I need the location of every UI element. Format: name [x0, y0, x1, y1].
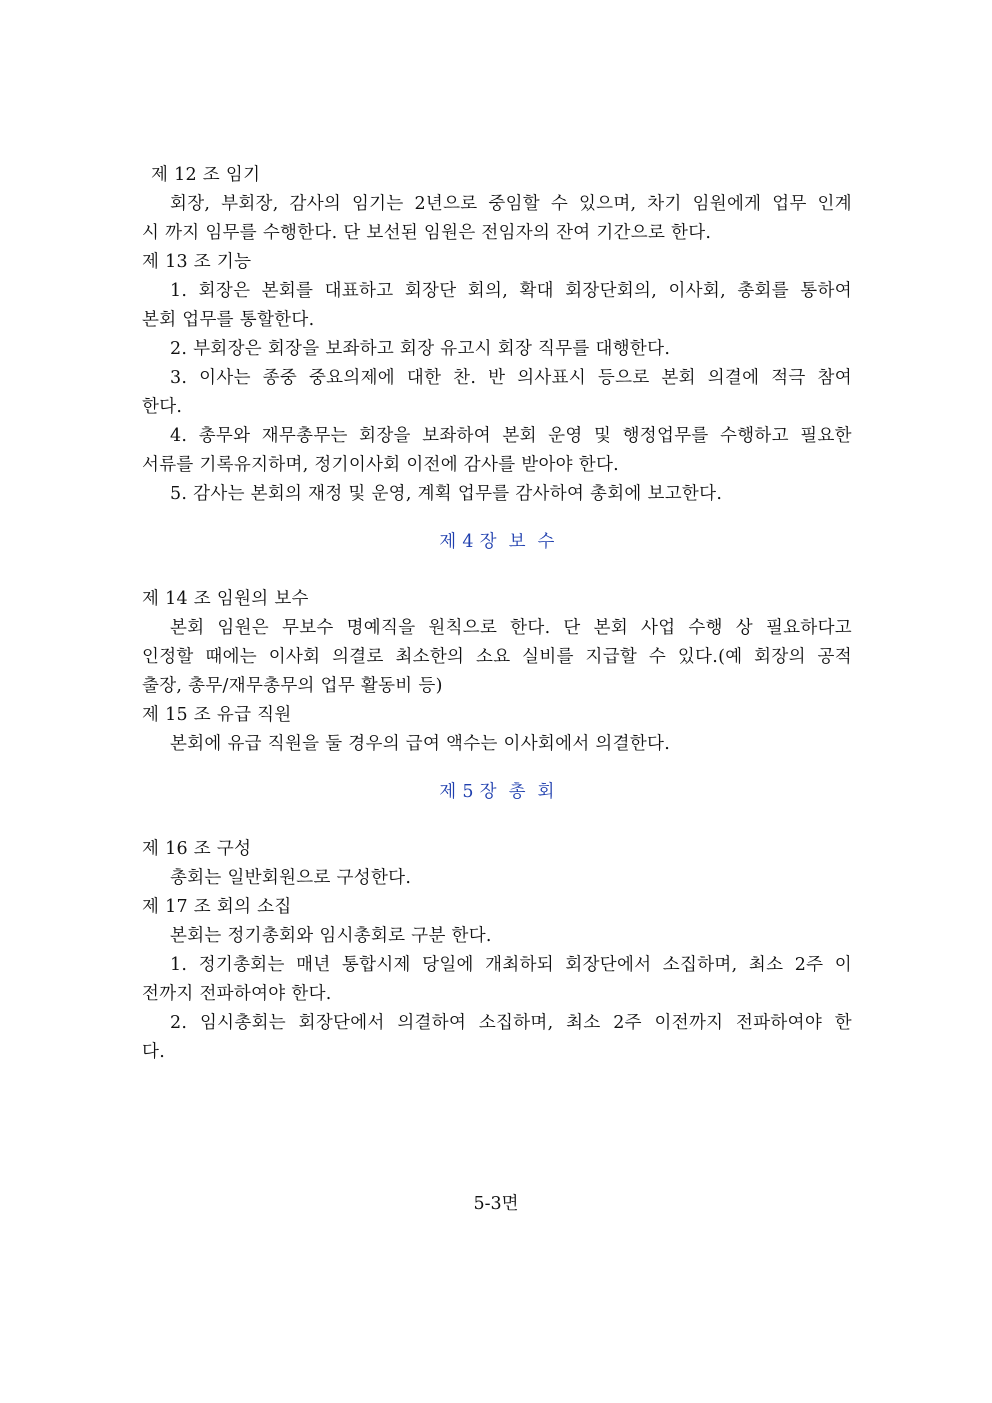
article-13-item-1	[142, 277, 852, 306]
article-17-item-2	[142, 1009, 852, 1038]
word: 반	[488, 368, 506, 388]
word: 총무와	[198, 426, 251, 446]
word: 2주	[613, 1013, 642, 1033]
article-12-paragraph-line	[142, 190, 852, 219]
word: 개최하되	[485, 955, 554, 975]
word: 소요	[476, 647, 511, 667]
word: 회장,	[170, 194, 211, 214]
word: 참여	[817, 368, 852, 388]
article-13-item-5: 5. 감사는 본회의 재정 및 운영, 계획 업무를 감사하여 총회에 보고한다.	[170, 484, 723, 504]
word: 정기총회는	[198, 955, 285, 975]
word: 이사회	[268, 647, 321, 667]
word: 최소한의	[395, 647, 465, 667]
word: 본회	[170, 618, 205, 638]
word: 통하여	[800, 281, 852, 301]
word: 찬.	[453, 368, 477, 388]
word: 지급할	[585, 647, 638, 667]
word: 수행	[688, 618, 723, 638]
word: 2주	[794, 955, 824, 975]
word: 본회를	[261, 281, 314, 301]
spacer	[142, 557, 852, 585]
article-14-heading: 제 14 조 임원의 보수	[142, 589, 309, 609]
spacer	[142, 759, 852, 778]
article-17-heading: 제 17 조 회의 소집	[142, 897, 292, 917]
word: 감사의	[289, 194, 342, 214]
word: 이사회,	[668, 281, 726, 301]
word: 상	[735, 618, 753, 638]
article-13-heading: 제 13 조 기능	[142, 252, 252, 272]
article-12-paragraph-line: 시 까지 임무를 수행한다. 단 보선된 임원은 전임자의 잔여 기간으로 한다.	[142, 223, 712, 243]
word: 회장단회의,	[565, 281, 658, 301]
article-16-heading: 제 16 조 구성	[142, 839, 252, 859]
word: 및	[593, 426, 612, 446]
article-17-item-1	[142, 951, 852, 980]
word: 1.	[170, 281, 188, 301]
word: 중요의제에	[308, 368, 395, 388]
word: 회장단	[404, 281, 457, 301]
page-number: 5-3면	[473, 1194, 519, 1214]
word: 한다.	[510, 618, 551, 638]
word: 이사는	[199, 368, 251, 388]
spacer	[142, 807, 852, 835]
word: 무보수	[281, 618, 334, 638]
spacer	[142, 509, 852, 528]
article-17-paragraph-line: 본회는 정기총회와 임시총회로 구분 한다.	[170, 926, 492, 946]
word: 등으로	[597, 368, 650, 388]
word: 단	[563, 618, 581, 638]
word: 임원은	[217, 618, 270, 638]
word: 재무총무는	[261, 426, 348, 446]
article-15-heading: 제 15 조 유급 직원	[142, 705, 292, 725]
word: 회의,	[467, 281, 509, 301]
word: 수	[648, 647, 667, 667]
word: 회장을	[359, 426, 411, 446]
word: 원칙으로	[428, 618, 498, 638]
word: 실비를	[522, 647, 574, 667]
article-13-item-2: 2. 부회장은 회장을 보좌하고 회장 유고시 회장 직무를 대행한다.	[170, 339, 671, 359]
word: 보좌하여	[422, 426, 491, 446]
word: 회장단에서	[298, 1013, 385, 1033]
word: 회장의	[754, 647, 806, 667]
word: 적극	[771, 368, 806, 388]
article-12-heading: 제 12 조 임기	[151, 165, 261, 185]
document-body	[142, 161, 852, 1067]
word: 이	[834, 955, 852, 975]
word: 의사표시	[517, 368, 587, 388]
word: 최소	[748, 955, 784, 975]
word: 이전까지	[654, 1013, 724, 1033]
word: 중임할	[488, 194, 540, 214]
word: 의결에	[707, 368, 760, 388]
article-13-item-1-continued: 본회 업무를 통할한다.	[142, 310, 315, 330]
word: 차기	[647, 194, 682, 214]
word: 한	[834, 1013, 852, 1033]
article-17-item-2-continued: 다.	[142, 1042, 166, 1062]
word: 인계	[817, 194, 852, 214]
word: 의결하여	[397, 1013, 467, 1033]
word: 임기는	[351, 194, 404, 214]
word: 부회장,	[221, 194, 279, 214]
word: 소집하며,	[662, 955, 738, 975]
word: 최소	[566, 1013, 601, 1033]
word: 본회	[661, 368, 696, 388]
word: 종중	[262, 368, 298, 388]
word: 사업	[641, 618, 676, 638]
word: 4.	[170, 426, 188, 446]
word: 매년	[296, 955, 331, 975]
word: 필요한	[800, 426, 852, 446]
word: 명예직을	[346, 618, 416, 638]
word: 소집하며,	[478, 1013, 554, 1033]
word: 2년으로	[414, 194, 478, 214]
article-17-item-1-continued: 전까지 전파하여야 한다.	[142, 984, 332, 1004]
article-13-item-3-continued: 한다.	[142, 397, 183, 417]
word: 있으며,	[578, 194, 637, 214]
article-13-item-3	[142, 364, 852, 393]
word: 있다.(예	[677, 647, 743, 667]
word: 운영	[548, 426, 583, 446]
article-14-paragraph-line	[142, 643, 852, 672]
word: 대표하고	[324, 281, 394, 301]
word: 3.	[170, 368, 188, 388]
article-14-paragraph-line: 출장, 총무/재무총무의 업무 활동비 등)	[142, 676, 443, 696]
word: 대한	[406, 368, 442, 388]
article-13-item-4	[142, 422, 852, 451]
word: 확대	[519, 281, 554, 301]
word: 임원에게	[692, 194, 762, 214]
word: 의결로	[332, 647, 384, 667]
chapter-4-title: 제 4 장 보 수	[439, 532, 555, 552]
word: 본회	[502, 426, 537, 446]
article-15-paragraph-line: 본회에 유급 직원을 둘 경우의 급여 액수는 이사회에서 의결한다.	[170, 734, 671, 754]
word: 2.	[170, 1013, 188, 1033]
article-14-paragraph-line	[142, 614, 852, 643]
word: 필요하다고	[765, 618, 852, 638]
word: 때에는	[205, 647, 257, 667]
article-13-item-4-continued: 서류를 기록유지하며, 정기이사회 이전에 감사를 받아야 한다.	[142, 455, 620, 475]
chapter-5-title: 제 5 장 총 회	[439, 782, 555, 802]
word: 전파하여야	[736, 1013, 823, 1033]
word: 공적	[817, 647, 852, 667]
word: 수행하고	[720, 426, 789, 446]
word: 임시총회는	[199, 1013, 286, 1033]
word: 인정할	[142, 647, 194, 667]
word: 수	[550, 194, 569, 214]
word: 업무	[772, 194, 807, 214]
word: 회장단에서	[565, 955, 652, 975]
word: 회장은	[198, 281, 251, 301]
word: 총회를	[737, 281, 789, 301]
word: 행정업무를	[622, 426, 709, 446]
word: 통합시제	[341, 955, 411, 975]
article-16-paragraph-line: 총회는 일반회원으로 구성한다.	[170, 868, 412, 888]
word: 당일에	[422, 955, 474, 975]
word: 1.	[170, 955, 188, 975]
word: 본회	[593, 618, 629, 638]
